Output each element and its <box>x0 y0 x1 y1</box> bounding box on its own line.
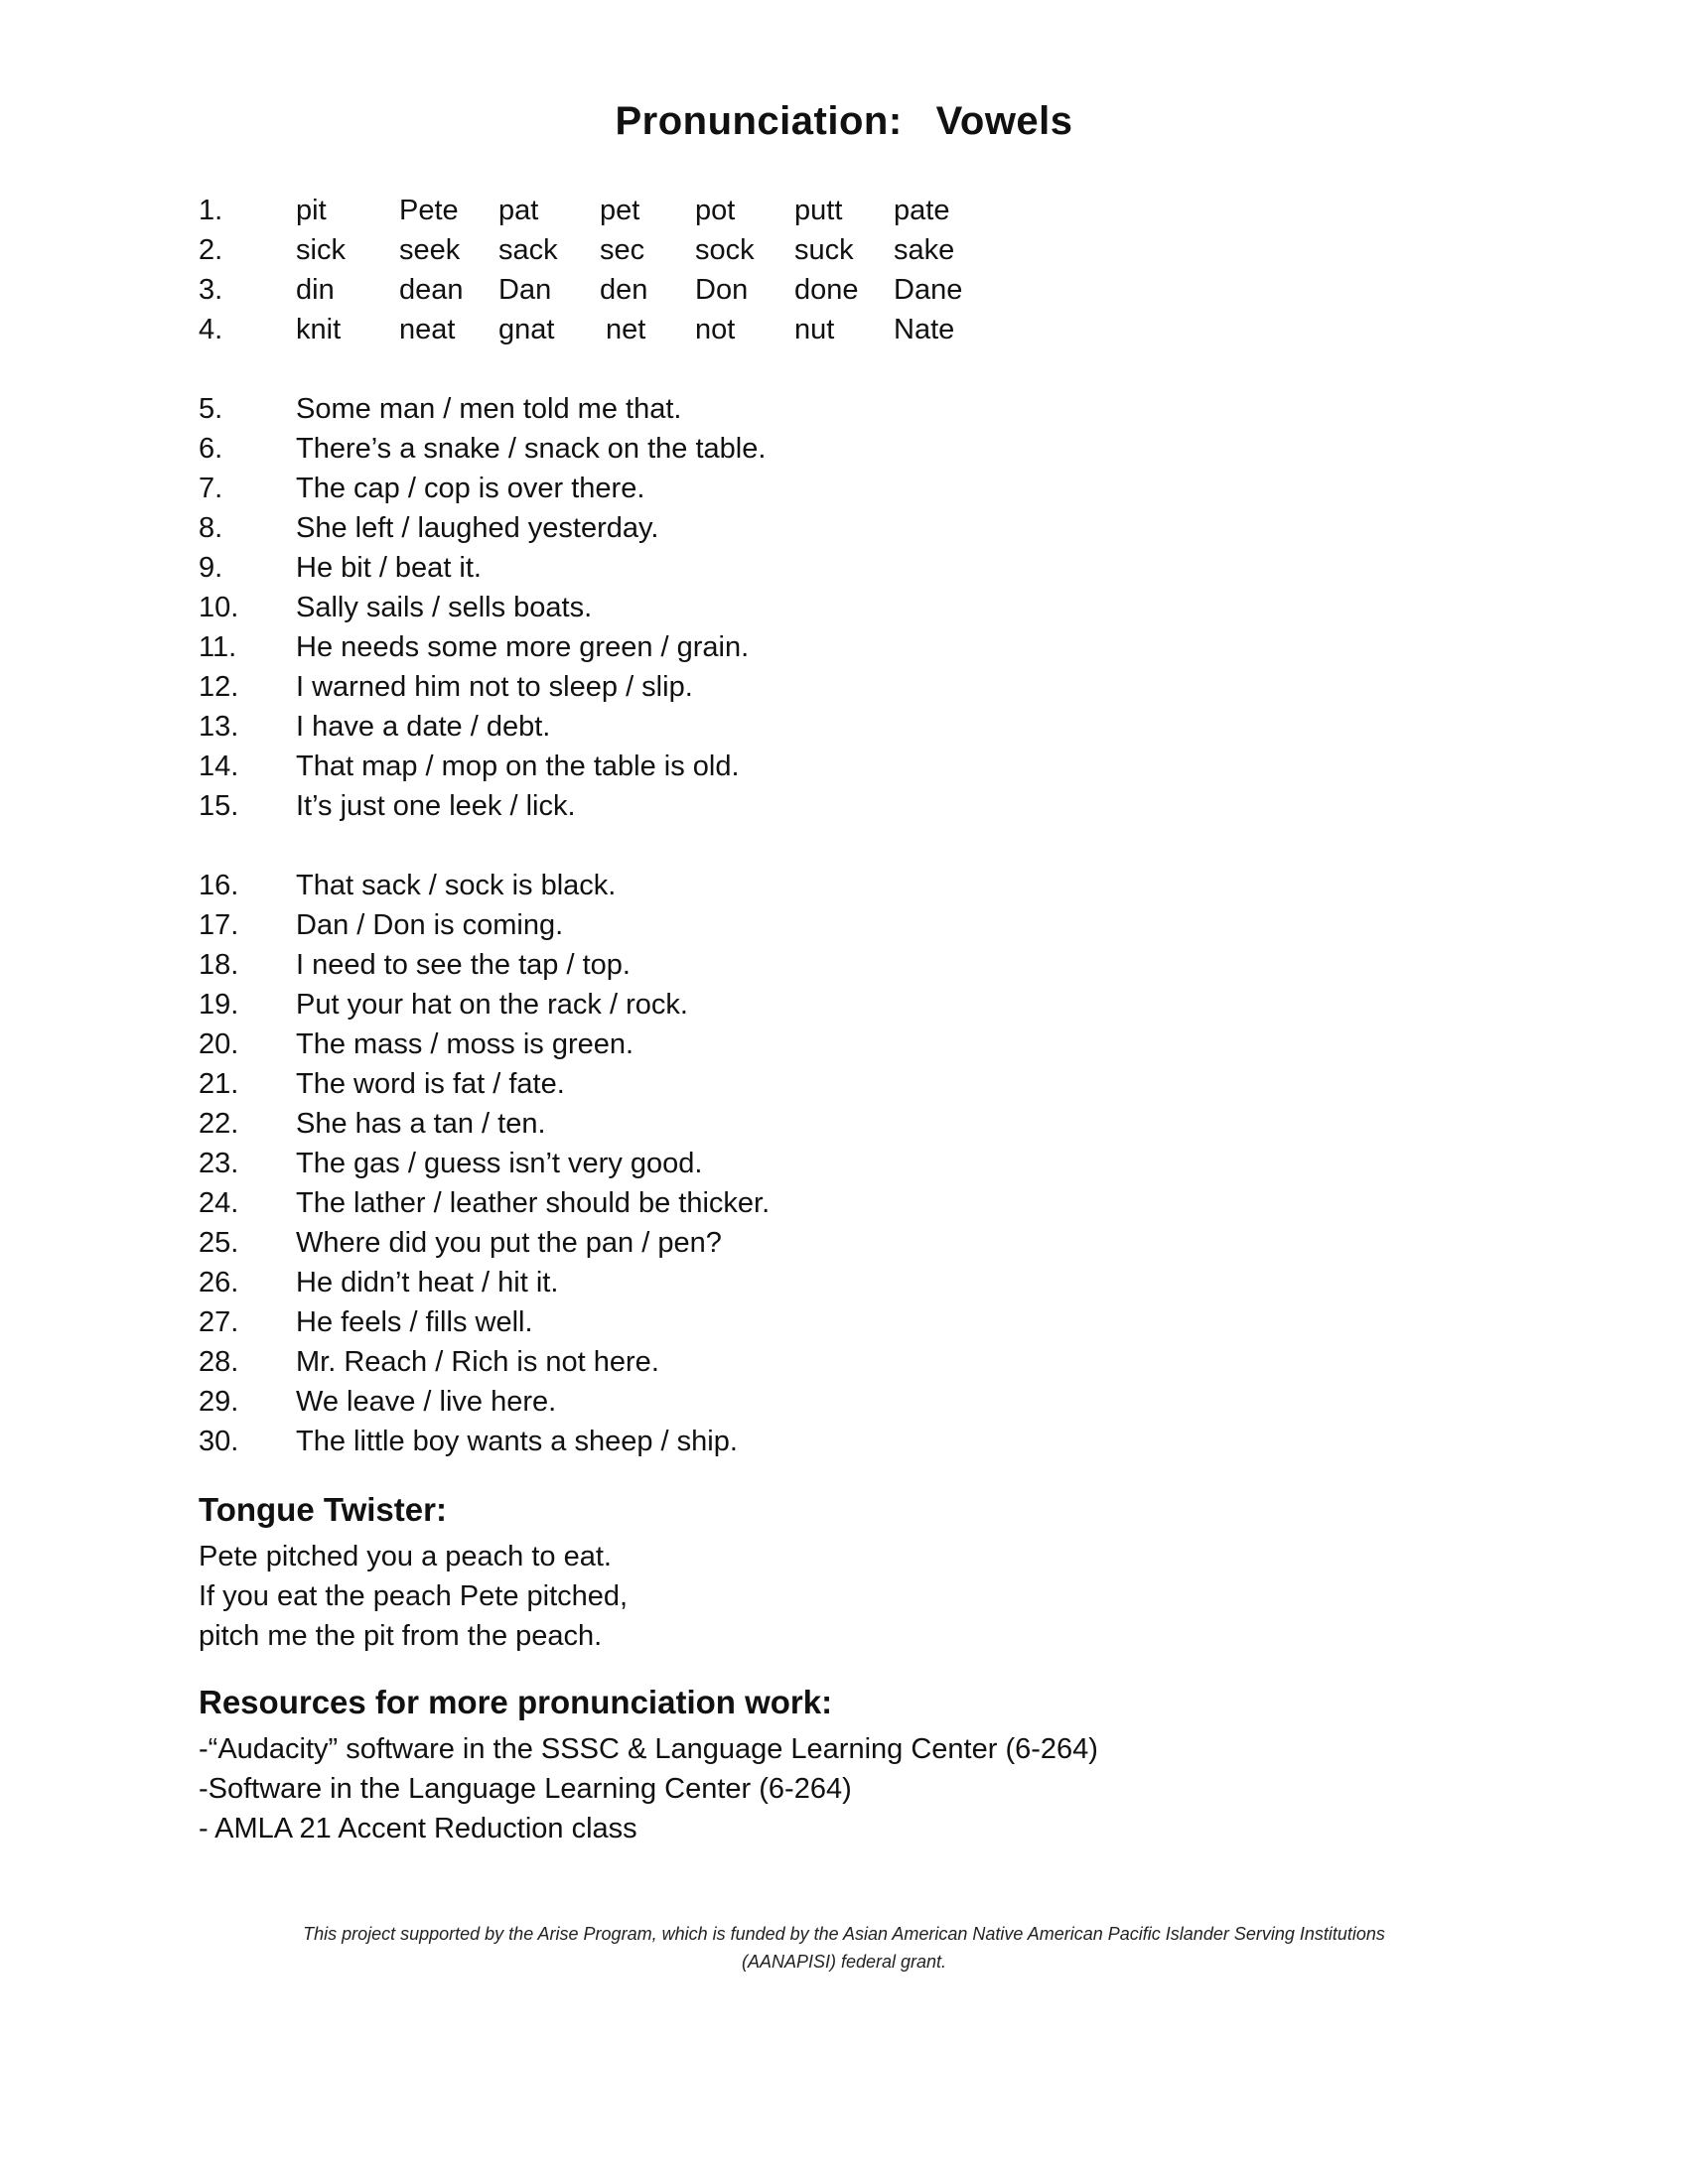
title-part-2: Vowels <box>935 99 1073 143</box>
item-number: 25. <box>199 1227 239 1259</box>
word: net <box>606 314 646 345</box>
sentence-text: The gas / guess isn’t very good. <box>296 1148 703 1179</box>
sentence-text: She has a tan / ten. <box>296 1108 546 1140</box>
item-number: 5. <box>199 393 223 425</box>
word: din <box>296 274 335 306</box>
item-number: 21. <box>199 1068 239 1100</box>
sentence-text: Dan / Don is coming. <box>296 909 564 941</box>
item-number: 15. <box>199 790 239 822</box>
sentence-text: Where did you put the pan / pen? <box>296 1227 722 1259</box>
title-part-1: Pronunciation: <box>615 99 903 143</box>
tongue-twister-heading: Tongue Twister: <box>199 1491 447 1528</box>
sentence-text: We leave / live here. <box>296 1386 557 1418</box>
item-number: 10. <box>199 592 239 623</box>
footer-line-2: (AANAPISI) federal grant. <box>741 1952 947 1972</box>
word: suck <box>794 234 854 266</box>
sentence-text: It’s just one leek / lick. <box>296 790 576 822</box>
item-number: 3. <box>199 274 223 306</box>
sentence-text: Some man / men told me that. <box>296 393 682 425</box>
word: seek <box>399 234 461 266</box>
item-number: 19. <box>199 989 239 1021</box>
sentence-text: Sally sails / sells boats. <box>296 592 593 623</box>
sentence-text: That sack / sock is black. <box>296 870 617 901</box>
sentence-text: Mr. Reach / Rich is not here. <box>296 1346 659 1378</box>
word: den <box>600 274 648 306</box>
item-number: 14. <box>199 751 239 782</box>
sentence-text: The cap / cop is over there. <box>296 473 645 504</box>
resources-heading: Resources for more pronunciation work: <box>199 1684 833 1720</box>
resource-line: -Software in the Language Learning Center (6-264) <box>199 1773 852 1805</box>
item-number: 11. <box>199 631 237 663</box>
word: dean <box>399 274 464 306</box>
item-number: 7. <box>199 473 223 504</box>
word: Dane <box>894 274 963 306</box>
sentence-text: That map / mop on the table is old. <box>296 751 740 782</box>
word: putt <box>794 195 843 226</box>
sentence-text: Put your hat on the rack / rock. <box>296 989 688 1021</box>
word: Nate <box>894 314 955 345</box>
item-number: 29. <box>199 1386 239 1418</box>
footer-note <box>0 1920 1688 1976</box>
word: sack <box>498 234 558 266</box>
sentence-text: I have a date / debt. <box>296 711 551 743</box>
word: sock <box>695 234 755 266</box>
item-number: 24. <box>199 1187 239 1219</box>
sentence-text: She left / laughed yesterday. <box>296 512 659 544</box>
word: Don <box>695 274 749 306</box>
item-number: 20. <box>199 1028 239 1060</box>
tongue-twister-line: Pete pitched you a peach to eat. <box>199 1541 612 1572</box>
word: pate <box>894 195 950 226</box>
sentence-text: I need to see the tap / top. <box>296 949 631 981</box>
sentence-text: There’s a snake / snack on the table. <box>296 433 767 465</box>
sentence-text: He needs some more green / grain. <box>296 631 750 663</box>
item-number: 16. <box>199 870 239 901</box>
item-number: 23. <box>199 1148 239 1179</box>
word: pot <box>695 195 736 226</box>
word: knit <box>296 314 342 345</box>
sentence-text: He didn’t heat / hit it. <box>296 1267 559 1298</box>
word: Pete <box>399 195 459 226</box>
word: neat <box>399 314 456 345</box>
word: done <box>794 274 859 306</box>
item-number: 8. <box>199 512 223 544</box>
word: sec <box>600 234 645 266</box>
sentence-text: The lather / leather should be thicker. <box>296 1187 771 1219</box>
tongue-twister-line: If you eat the peach Pete pitched, <box>199 1580 629 1612</box>
sentence-text: The mass / moss is green. <box>296 1028 634 1060</box>
item-number: 2. <box>199 234 223 266</box>
item-number: 1. <box>199 195 223 226</box>
item-number: 22. <box>199 1108 239 1140</box>
item-number: 12. <box>199 671 239 703</box>
item-number: 27. <box>199 1306 239 1338</box>
item-number: 4. <box>199 314 223 345</box>
footer-line-1: This project supported by the Arise Program, which is funded by the Asian American Native American Pacific Islander Serving Institutions <box>303 1924 1385 1944</box>
word: gnat <box>498 314 555 345</box>
sentence-text: He bit / beat it. <box>296 552 482 584</box>
sentence-text: The little boy wants a sheep / ship. <box>296 1426 738 1457</box>
item-number: 13. <box>199 711 239 743</box>
item-number: 6. <box>199 433 223 465</box>
sentence-text: I warned him not to sleep / slip. <box>296 671 693 703</box>
item-number: 17. <box>199 909 239 941</box>
word: sick <box>296 234 346 266</box>
word: sake <box>894 234 955 266</box>
resource-line: - AMLA 21 Accent Reduction class <box>199 1813 637 1844</box>
page-title <box>0 99 1688 144</box>
tongue-twister-line: pitch me the pit from the peach. <box>199 1620 603 1652</box>
word: pit <box>296 195 327 226</box>
word: Dan <box>498 274 552 306</box>
resource-line: -“Audacity” software in the SSSC & Language Learning Center (6-264) <box>199 1733 1098 1765</box>
sentence-text: The word is fat / fate. <box>296 1068 565 1100</box>
item-number: 9. <box>199 552 223 584</box>
item-number: 28. <box>199 1346 239 1378</box>
sentence-text: He feels / fills well. <box>296 1306 533 1338</box>
word: not <box>695 314 736 345</box>
word: pet <box>600 195 640 226</box>
word: pat <box>498 195 539 226</box>
item-number: 26. <box>199 1267 239 1298</box>
word: nut <box>794 314 835 345</box>
item-number: 30. <box>199 1426 239 1457</box>
item-number: 18. <box>199 949 239 981</box>
